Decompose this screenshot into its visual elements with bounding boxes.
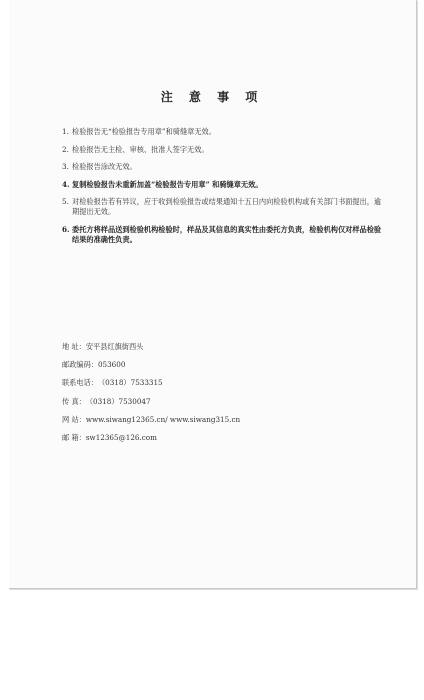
notice-item-number: 3.	[62, 162, 69, 172]
notice-item-6	[62, 225, 382, 245]
notice-item-text: 检验报告涂改无效。	[72, 162, 137, 172]
address-label: 地 址：	[62, 342, 86, 351]
email-link[interactable]: sw12365@126.com	[85, 432, 157, 442]
notice-item-text: 检验报告无主检、审核、批准人签字无效。	[72, 144, 209, 154]
contact-fax	[62, 397, 382, 415]
website-link[interactable]: www.siwang12365.cn/ www.siwang315.cn	[85, 414, 241, 424]
phone-label: 联系电话：	[62, 378, 98, 388]
notice-item-text: 委托方将样品送到检验机构检验时，样品及其信息的真实性由委托方负责，检验机构仅对样品检验结果的准确性负责。	[72, 224, 382, 244]
address-value: 安平县红旗街西头	[85, 342, 144, 351]
notice-item-number: 6.	[62, 224, 70, 234]
notice-item-text: 对检验报告若有异议，应于收到检验报告或结果通知十五日内向检验机构或有关部门书面提出，逾期提出无效。	[72, 197, 382, 217]
page-title: 注 意 事 项	[160, 90, 264, 104]
phone-value: （0318）7533315	[97, 378, 163, 388]
notice-item-number: 1.	[62, 127, 69, 136]
notice-item-text: 检验报告无“检验报告专用章”和骑缝章无效。	[72, 127, 216, 136]
notice-item-5	[62, 197, 382, 217]
contact-postcode	[62, 360, 382, 378]
notice-item-number: 4.	[62, 179, 70, 189]
notice-list	[62, 127, 382, 253]
contact-block	[62, 342, 382, 451]
postcode-label: 邮政编码：	[62, 360, 98, 370]
contact-email	[62, 433, 382, 451]
fax-label: 传 真：	[62, 396, 86, 406]
fax-value: （0318）7530047	[85, 396, 151, 406]
contact-address	[62, 342, 382, 360]
contact-phone	[62, 378, 382, 396]
notice-item-1	[62, 127, 382, 137]
email-label: 邮 箱：	[62, 432, 86, 442]
notice-item-text: 复制检验报告未重新加盖“检验报告专用章” 和骑缝章无效。	[72, 179, 263, 189]
notice-item-number: 5.	[62, 197, 69, 207]
notice-item-3	[62, 162, 382, 172]
notice-item-2	[62, 145, 382, 155]
website-label: 网 站：	[62, 414, 86, 424]
notice-item-4	[62, 180, 382, 190]
postcode-value: 053600	[97, 360, 126, 370]
contact-website	[62, 415, 382, 433]
notice-item-number: 2.	[62, 144, 69, 154]
